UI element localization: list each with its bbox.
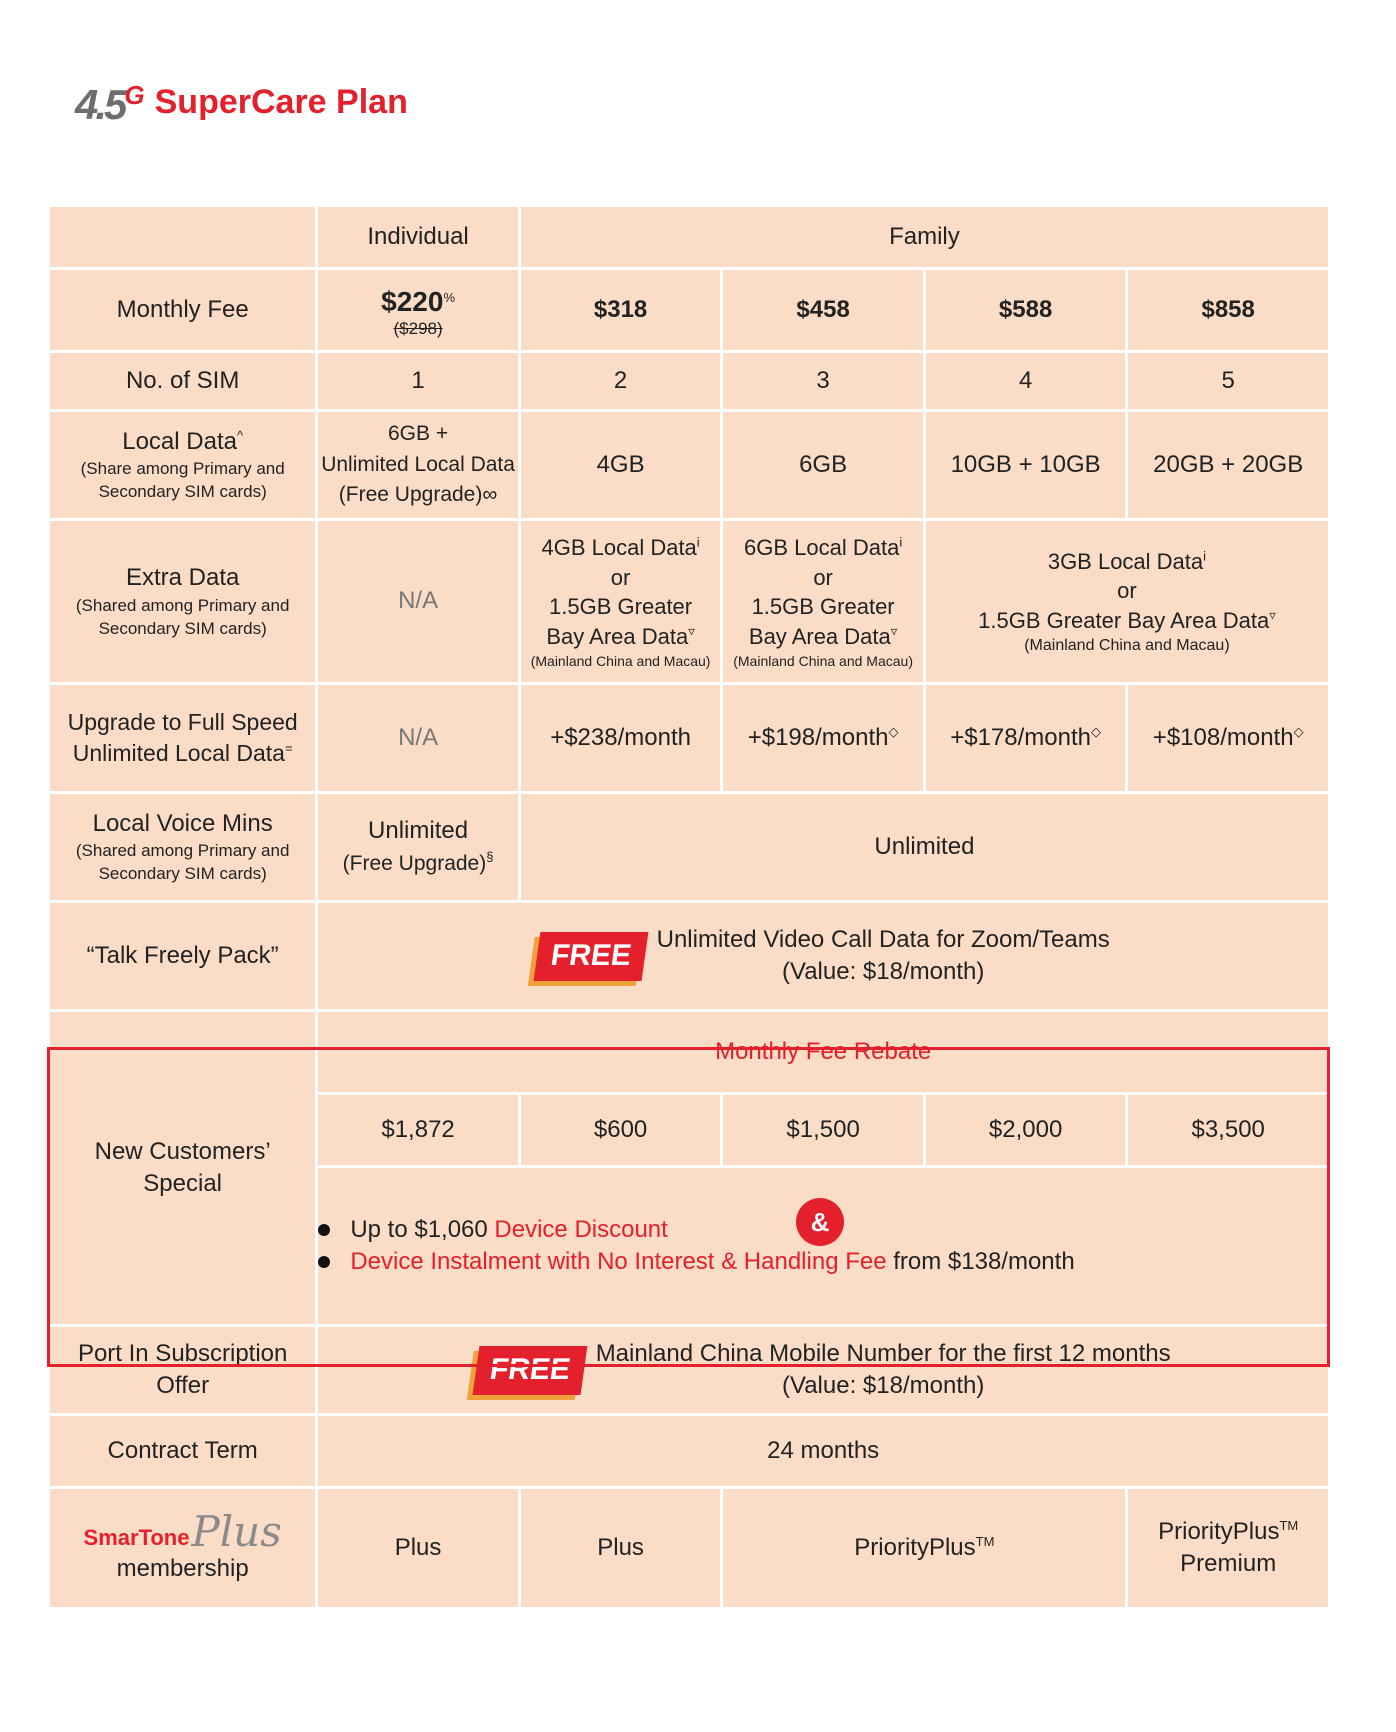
- port-in-row: [50, 1327, 1328, 1413]
- upgrade-price: +$198/month: [747, 723, 889, 751]
- sim-count: 3: [723, 353, 923, 409]
- talk-freely-promo: [537, 924, 1110, 989]
- row-label-port-in: [50, 1327, 315, 1413]
- voice-label: Local Voice Mins: [92, 809, 273, 837]
- row-label-talk-freely: “Talk Freely Pack”: [50, 903, 315, 1009]
- sim-count: 1: [318, 353, 518, 409]
- extra-data-individual: N/A: [318, 521, 518, 682]
- port-in-offer: [318, 1327, 1328, 1413]
- talk-freely-offer: [318, 903, 1328, 1009]
- voice-row: [50, 794, 1328, 900]
- extra-data-45sim: [926, 521, 1328, 682]
- header-row: [50, 207, 1328, 267]
- tm-mark: TM: [975, 1533, 995, 1549]
- bullet-dot: [318, 1256, 330, 1268]
- device-offers: [318, 1168, 1328, 1324]
- extra-3-line3: Bay Area Data: [748, 624, 891, 650]
- upgrade-mark: ◇: [888, 723, 899, 739]
- rebate-title: Monthly Fee Rebate: [318, 1012, 1328, 1092]
- plus-script: Plus: [191, 1506, 282, 1556]
- voice-ind-line1: Unlimited: [368, 816, 469, 844]
- upgrade-family: [1128, 685, 1328, 791]
- membership-tier-name: PriorityPlus: [854, 1533, 976, 1561]
- extra-3-line2: 1.5GB Greater: [751, 594, 895, 620]
- row-label-membership: [50, 1489, 315, 1607]
- new-customers-title-row: [50, 1012, 1328, 1092]
- fee-family-5: $858: [1128, 270, 1328, 350]
- local-data-family: 10GB + 10GB: [926, 412, 1126, 518]
- voice-ind-mark: §: [486, 849, 494, 864]
- talk-freely-text: [657, 924, 1110, 989]
- extra-45-note: (Mainland China and Macau): [1024, 636, 1230, 654]
- voice-family: Unlimited: [521, 794, 1328, 900]
- membership-tier: [723, 1489, 1125, 1607]
- membership-row: [50, 1489, 1328, 1607]
- fee-individual-original: ($298): [393, 319, 443, 339]
- row-label-local-data: [50, 412, 315, 518]
- membership-tier: Plus: [318, 1489, 518, 1607]
- extra-data-row: [50, 521, 1328, 682]
- bullet1-highlight: Device Discount: [494, 1215, 668, 1243]
- local-data-ind-line2: Unlimited Local Data: [321, 452, 515, 476]
- page-title: SuperCare Plan: [154, 83, 408, 121]
- bullet1-text: Up to $1,060: [350, 1215, 488, 1243]
- local-data-family: 6GB: [723, 412, 923, 518]
- extra-3-note: (Mainland China and Macau): [733, 652, 913, 669]
- row-label-extra-data: [50, 521, 315, 682]
- membership-label: membership: [116, 1554, 249, 1582]
- upgrade-price: +$108/month: [1152, 723, 1294, 751]
- rebate-value: $1,500: [723, 1095, 923, 1165]
- port-in-label-line2: Offer: [156, 1372, 210, 1399]
- local-data-sub: (Share among Primary and Secondary SIM cards): [80, 459, 285, 502]
- local-data-label: Local Data: [122, 427, 237, 455]
- upgrade-mark: ◇: [1293, 723, 1304, 739]
- fee-individual-mark: %: [443, 289, 455, 305]
- logo-g: G: [124, 80, 145, 110]
- membership-tier: Plus: [521, 1489, 721, 1607]
- page-header: [75, 66, 408, 126]
- free-badge: FREE: [472, 1346, 587, 1395]
- upgrade-label-line2: Unlimited Local Data: [72, 740, 285, 766]
- talk-freely-line2: (Value: $18/month): [781, 958, 985, 985]
- individual-header: Individual: [318, 207, 518, 267]
- upgrade-row: [50, 685, 1328, 791]
- local-data-individual: [318, 412, 518, 518]
- upgrade-label-line1: Upgrade to Full Speed: [67, 708, 298, 735]
- fee-family-4: $588: [926, 270, 1126, 350]
- upgrade-family: [723, 685, 923, 791]
- sim-row: [50, 353, 1328, 409]
- talk-freely-line1: Unlimited Video Call Data for Zoom/Teams: [656, 925, 1110, 953]
- voice-sub: (Shared among Primary and Secondary SIM cards): [75, 841, 290, 884]
- extra-2-line1: 4GB Local Data: [541, 535, 697, 561]
- membership-tier: [1128, 1489, 1328, 1607]
- extra-data-label: Extra Data: [125, 564, 240, 592]
- row-label-new-customers: [50, 1012, 315, 1324]
- upgrade-mark: ◇: [1091, 723, 1101, 739]
- extra-45-mark2: ▿: [1269, 607, 1276, 623]
- fee-family-2: $318: [521, 270, 721, 350]
- rebate-value: $3,500: [1128, 1095, 1328, 1165]
- fee-individual: [318, 270, 518, 350]
- smartone-plus-logo: [50, 1506, 315, 1556]
- 4-5g-logo: [75, 80, 145, 128]
- free-badge: FREE: [533, 932, 648, 981]
- rebate-value: $600: [521, 1095, 721, 1165]
- membership-tier-name: PriorityPlus: [1158, 1517, 1280, 1545]
- port-in-promo: [476, 1338, 1171, 1403]
- row-label-voice: [50, 794, 315, 900]
- sim-count: 2: [521, 353, 721, 409]
- ncs-label-line1: New Customers’: [94, 1137, 271, 1165]
- membership-premium: Premium: [1180, 1550, 1277, 1577]
- extra-45-line1: 3GB Local Data: [1047, 548, 1204, 574]
- extra-2-mark1: i: [696, 534, 700, 550]
- ncs-label-line2: Special: [143, 1170, 223, 1197]
- tm-mark: TM: [1279, 1517, 1299, 1533]
- extra-data-3sim: [723, 521, 923, 682]
- local-data-ind-line3: (Free Upgrade): [338, 483, 483, 507]
- upgrade-price: +$178/month: [950, 723, 1091, 751]
- extra-data-2sim: [521, 521, 721, 682]
- rebate-value: $1,872: [318, 1095, 518, 1165]
- fee-individual-price: $220: [381, 285, 444, 317]
- extra-3-line1: 6GB Local Data: [744, 535, 900, 561]
- row-label-contract: Contract Term: [50, 1416, 315, 1486]
- extra-data-sub: (Shared among Primary and Secondary SIM cards): [75, 595, 290, 638]
- local-data-ind-mark: ∞: [482, 483, 498, 507]
- sim-count: 4: [926, 353, 1126, 409]
- voice-individual: [318, 794, 518, 900]
- port-in-line2: (Value: $18/month): [781, 1372, 985, 1399]
- fee-family-3: $458: [723, 270, 923, 350]
- extra-3-mark1: i: [899, 534, 903, 550]
- port-in-text: [596, 1338, 1171, 1403]
- local-data-row: [50, 412, 1328, 518]
- row-label-monthly-fee: Monthly Fee: [50, 270, 315, 350]
- extra-3-or: or: [813, 564, 833, 590]
- sim-count: 5: [1128, 353, 1328, 409]
- extra-3-mark3: ▿: [890, 623, 898, 639]
- bullet-dot: [318, 1224, 330, 1236]
- local-data-family: 20GB + 20GB: [1128, 412, 1328, 518]
- local-data-ind-line1: 6GB +: [388, 422, 449, 446]
- plan-table: [47, 204, 1331, 1610]
- contract-row: [50, 1416, 1328, 1486]
- row-label-upgrade: [50, 685, 315, 791]
- row-label-sim: No. of SIM: [50, 353, 315, 409]
- bullet2-highlight: Device Instalment with No Interest & Handling Fee: [350, 1248, 887, 1275]
- upgrade-family: [926, 685, 1126, 791]
- extra-2-or: or: [610, 564, 631, 590]
- corner-empty: [50, 207, 315, 267]
- upgrade-label-mark: =: [284, 740, 293, 756]
- local-data-mark: ^: [236, 427, 244, 443]
- smartone-brand: SmarTone: [83, 1525, 190, 1551]
- extra-2-note: (Mainland China and Macau): [530, 652, 711, 669]
- extra-45-mark1: i: [1203, 548, 1207, 564]
- upgrade-price: +$238/month: [550, 723, 691, 751]
- talk-freely-row: [50, 903, 1328, 1009]
- port-in-line1: Mainland China Mobile Number for the first 12 months: [595, 1339, 1171, 1367]
- bullet2-text: from $138/month: [893, 1248, 1075, 1275]
- voice-ind-line2: (Free Upgrade): [342, 852, 487, 875]
- extra-45-line2: 1.5GB Greater Bay Area Data: [978, 607, 1270, 633]
- monthly-fee-row: [50, 270, 1328, 350]
- logo-number: 4.5: [75, 81, 125, 128]
- extra-2-mark3: ▿: [688, 623, 695, 639]
- bullet-device-instalment: [318, 1246, 1328, 1278]
- extra-2-line3: Bay Area Data: [546, 624, 689, 650]
- contract-value: 24 months: [318, 1416, 1328, 1486]
- ampersand-badge: &: [796, 1198, 844, 1246]
- port-in-label-line1: Port In Subscription: [77, 1339, 288, 1367]
- extra-45-or: or: [1117, 578, 1137, 604]
- local-data-family: 4GB: [521, 412, 721, 518]
- upgrade-individual: N/A: [318, 685, 518, 791]
- extra-2-line2: 1.5GB Greater: [549, 594, 693, 620]
- family-header: Family: [521, 207, 1328, 267]
- upgrade-family: [521, 685, 721, 791]
- rebate-value: $2,000: [926, 1095, 1126, 1165]
